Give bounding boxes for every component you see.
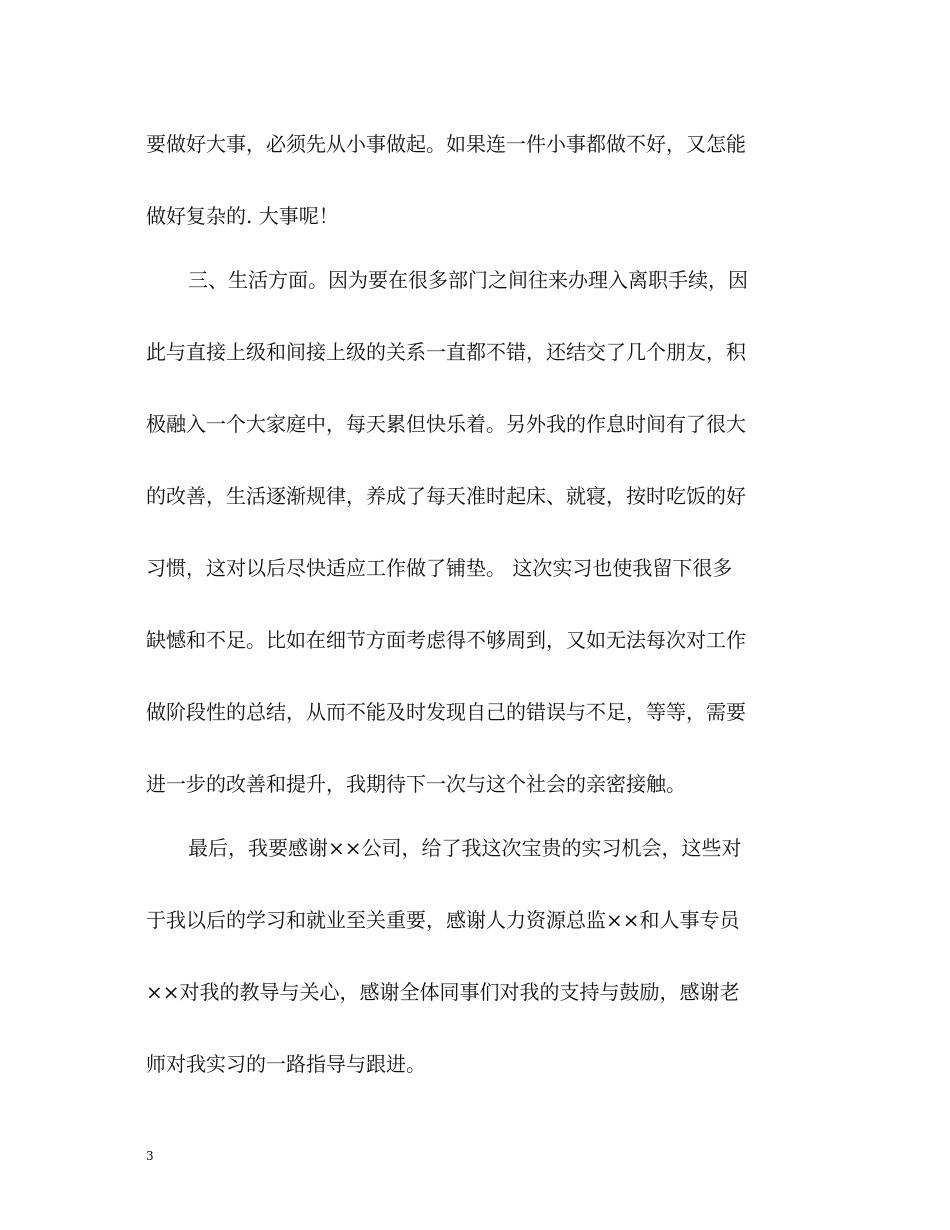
body-text-line: 要做好大事，必须先从小事做起。如果连一件小事都做不好，又怎能	[146, 132, 746, 156]
page-number: 3	[146, 1149, 154, 1163]
body-text-line: 做阶段性的总结，从而不能及时发现自己的错误与不足，等等，需要	[146, 700, 746, 724]
body-text-line: 做好复杂的. 大事呢！	[146, 204, 339, 228]
body-text-line: 极融入一个大家庭中，每天累但快乐着。另外我的作息时间有了很大	[146, 412, 746, 436]
paragraph-start-line: 最后，我要感谢××公司，给了我这次宝贵的实习机会，这些对	[188, 836, 742, 860]
body-text-line: 缺憾和不足。比如在细节方面考虑得不够周到，又如无法每次对工作	[146, 628, 746, 652]
body-text-line: 的改善，生活逐渐规律，养成了每天准时起床、就寝，按时吃饭的好	[146, 484, 746, 508]
body-text-line: 习惯，这对以后尽快适应工作做了铺垫。 这次实习也使我留下很多	[146, 556, 733, 580]
body-text-line: 此与直接上级和间接上级的关系一直都不错，还结交了几个朋友，积	[146, 340, 746, 364]
body-text-line: 进一步的改善和提升，我期待下一次与这个社会的亲密接触。	[146, 772, 686, 796]
paragraph-start-line: 三、生活方面。因为要在很多部门之间往来办理入离职手续，因	[188, 268, 748, 292]
body-text-line: 于我以后的学习和就业至关重要，感谢人力资源总监××和人事专员	[146, 908, 740, 932]
body-text-line: ××对我的教导与关心，感谢全体同事们对我的支持与鼓励，感谢老	[146, 980, 740, 1004]
body-text-line: 师对我实习的一路指导与跟进。	[146, 1052, 426, 1076]
